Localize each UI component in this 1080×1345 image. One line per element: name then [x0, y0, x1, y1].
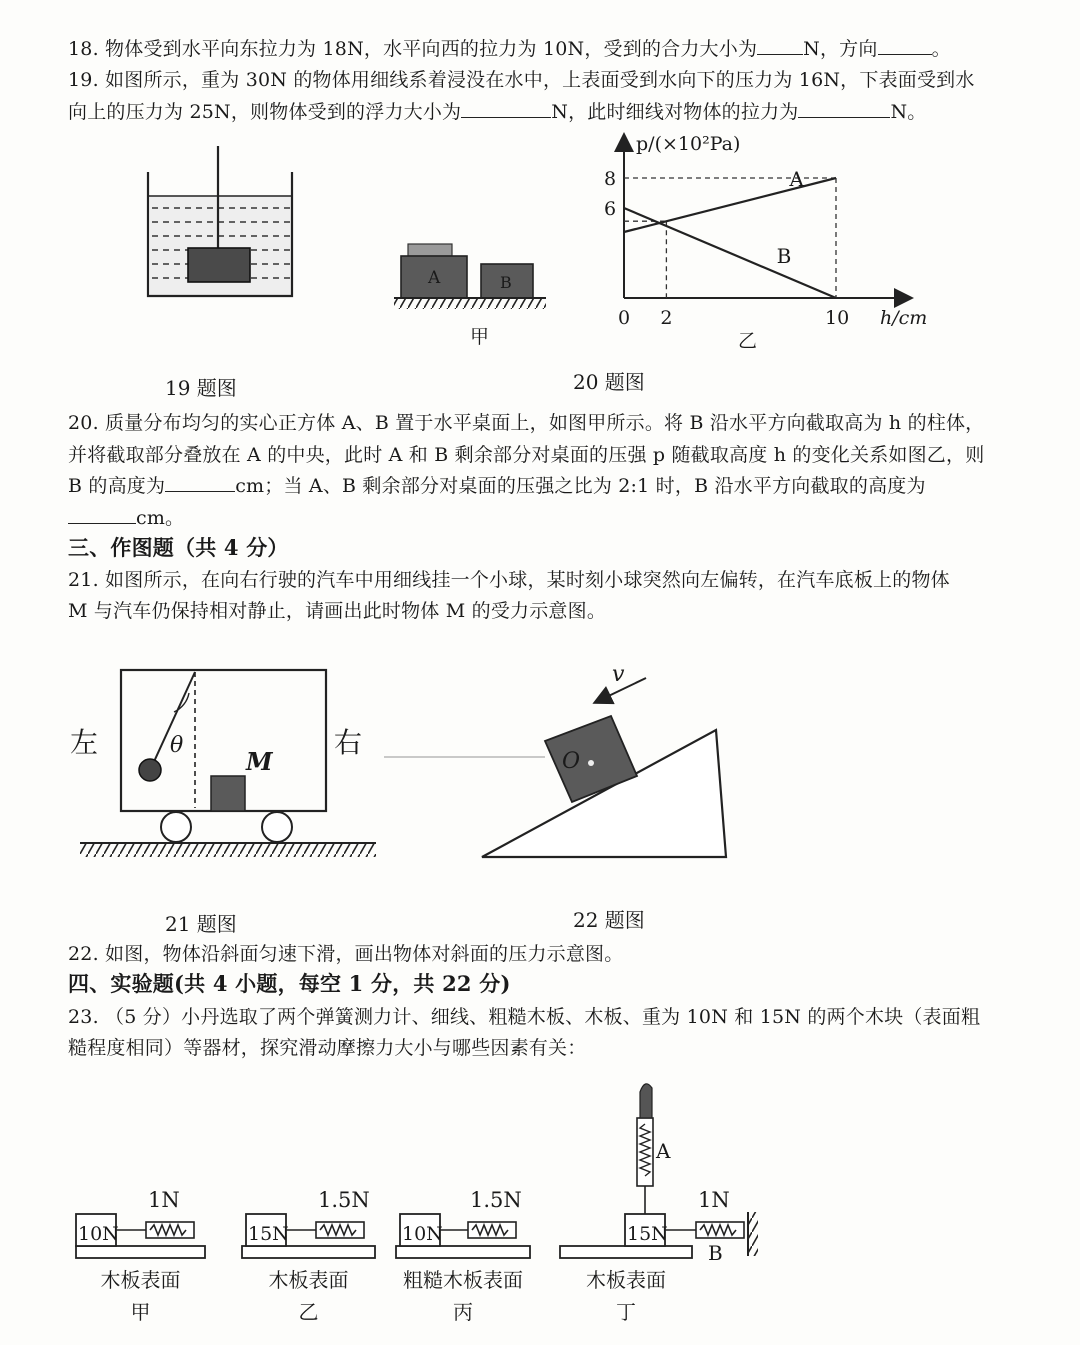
question-20-cont2: B 的高度为 cm；当 A、B 剩余部分对桌面的压强之比为 2:1 时，B 沿水平方向截取的高度为 — [68, 471, 1050, 500]
fig20-jia-label: 甲 — [470, 326, 490, 348]
fig19-diagram — [148, 146, 292, 296]
fig23-panel-label: 丁 — [616, 1300, 636, 1324]
fig20-chart — [604, 133, 927, 352]
question-20: 20. 质量分布均匀的实心正方体 A、B 置于水平桌面上，如图甲所示。将 B 沿水平方向截取高为 h 的柱体， — [68, 412, 985, 434]
fig23-surface-label: 木板表面 — [268, 1268, 349, 1292]
question-18: 18. 物体受到水平向东拉力为 18N，水平向西的拉力为 10N，受到的合力大小为 N，方向 。 — [68, 34, 1050, 63]
fig23-block-weight: 10N — [402, 1223, 443, 1245]
fig23-panel-3 — [396, 1188, 530, 1324]
fig23-board — [242, 1246, 375, 1258]
fig23-surface-label: 木板表面 — [586, 1268, 666, 1292]
fig20-yi-label: 乙 — [738, 330, 758, 352]
fig23-force-reading: 1N — [698, 1188, 730, 1212]
question-23-cont: 糙程度相同）等器材，探究滑动摩擦力大小与哪些因素有关： — [68, 1037, 587, 1059]
fig19-block — [188, 248, 250, 282]
chart-series-labels — [777, 167, 805, 268]
fig21-ground-hatch — [80, 844, 376, 857]
chart-x-tick-10: 10 — [825, 307, 850, 329]
section-3-title: 三、作图题（共 4 分） — [68, 535, 289, 560]
fig21-left-label: 左 — [70, 726, 99, 759]
question-20-cont3: cm。 — [68, 503, 1050, 532]
fig20-block-a-label: A — [428, 268, 441, 288]
fig23-force-reading: 1.5N — [470, 1188, 522, 1212]
section-4-title: 四、实验题(共 4 小题，每空 1 分，共 22 分) — [68, 971, 511, 996]
chart-guides — [624, 178, 836, 298]
chart-series-label-a: A — [789, 166, 804, 191]
chart-series-line-a — [624, 178, 836, 232]
fig22-center-point — [588, 760, 594, 766]
question-23: 23. （5 分）小丹选取了两个弹簧测力计、细线、粗糙木板、木板、重为 10N 和 15N 的两个木块（表面粗 — [68, 1006, 981, 1028]
fig23-board — [396, 1246, 530, 1258]
fig23-diagram — [76, 1084, 758, 1324]
fig23-block-weight: 15N — [627, 1223, 668, 1245]
fig23-surface-label: 粗糙木板表面 — [403, 1268, 523, 1292]
fig21-right-label: 右 — [334, 726, 363, 759]
hand-icon — [640, 1084, 652, 1118]
fig23-board — [76, 1246, 205, 1258]
fig23-force-reading: 1N — [148, 1188, 180, 1212]
chart-series — [624, 178, 836, 298]
question-21: 21. 如图所示，在向右行驶的汽车中用细线挂一个小球，某时刻小球突然向左偏转，在汽车底板上的物体 — [68, 569, 950, 591]
chart-series-label-b: B — [776, 243, 792, 268]
fig22-v-label: v — [612, 662, 625, 687]
fig22-caption: 22 题图 — [573, 908, 645, 932]
fig21-caption: 21 题图 — [165, 912, 237, 936]
fig23-wall-hatch — [748, 1212, 758, 1256]
fig20-stacked-piece — [408, 244, 452, 256]
question-22: 22. 如图，物体沿斜面匀速下滑，画出物体对斜面的压力示意图。 — [68, 943, 624, 965]
fig19-caption: 19 题图 — [165, 376, 237, 400]
chart-y-label: p/(×10²Pa) — [636, 133, 741, 155]
q18-text: 18. 物体受到水平向东拉力为 18N，水平向西的拉力为 10N，受到的合力大小为 — [68, 38, 758, 60]
fig23-surface-label: 木板表面 — [100, 1268, 181, 1292]
fig20-caption: 20 题图 — [573, 370, 645, 394]
chart-series-line-b — [624, 208, 836, 298]
fig22-diagram — [384, 662, 726, 857]
chart-x-tick-2: 2 — [660, 307, 673, 329]
chart-x-label: h/cm — [880, 307, 928, 329]
chart-y-tick-6: 6 — [604, 198, 617, 220]
question-21-cont: M 与汽车仍保持相对静止，请画出此时物体 M 的受力示意图。 — [68, 600, 607, 622]
fig22-o-label: O — [562, 749, 581, 774]
fig23-panel-4 — [560, 1084, 758, 1324]
fig21-diagram — [70, 670, 376, 857]
chart-y-tick-8: 8 — [604, 168, 617, 190]
fig23-panel-label: 甲 — [130, 1300, 151, 1324]
fig21-theta: θ — [170, 733, 184, 758]
fig23-board — [560, 1246, 692, 1258]
fig20-jia-diagram — [394, 244, 546, 348]
fig23-panel-label: 乙 — [298, 1300, 319, 1324]
fig23-panel-1 — [76, 1188, 205, 1324]
question-19-cont: 向上的压力为 25N，则物体受到的浮力大小为 N，此时细线对物体的拉力为 N。 — [68, 97, 1050, 126]
fig20-table-hatch — [394, 299, 546, 309]
fig23-panel-2 — [242, 1188, 375, 1324]
fig23-meter-a-label: A — [656, 1139, 671, 1163]
chart-ticks — [604, 168, 849, 329]
fig21-wheel-left — [161, 812, 191, 842]
chart-x-tick-0: 0 — [618, 307, 631, 329]
fig21-ball — [139, 759, 161, 781]
fig23-block-weight: 10N — [78, 1223, 119, 1245]
fig23-block-weight: 15N — [248, 1223, 289, 1245]
fig20-block-b-label: B — [500, 273, 512, 292]
fig21-object-m[interactable] — [211, 776, 245, 811]
question-20-cont: 并将截取部分叠放在 A 的中央，此时 A 和 B 剩余部分对桌面的压强 p 随截取高度 h 的变化关系如图乙，则 — [68, 444, 985, 466]
fig23-force-reading: 1.5N — [318, 1188, 370, 1212]
fig23-panel-label: 丙 — [453, 1300, 473, 1324]
question-19: 19. 如图所示，重为 30N 的物体用细线系着浸没在水中，上表面受到水向下的压力为 16N，下表面受到水 — [68, 69, 975, 91]
fig21-wheel-right — [262, 812, 292, 842]
fig23-meter-b-label: B — [708, 1241, 723, 1265]
fig21-m-label: M — [246, 747, 273, 776]
